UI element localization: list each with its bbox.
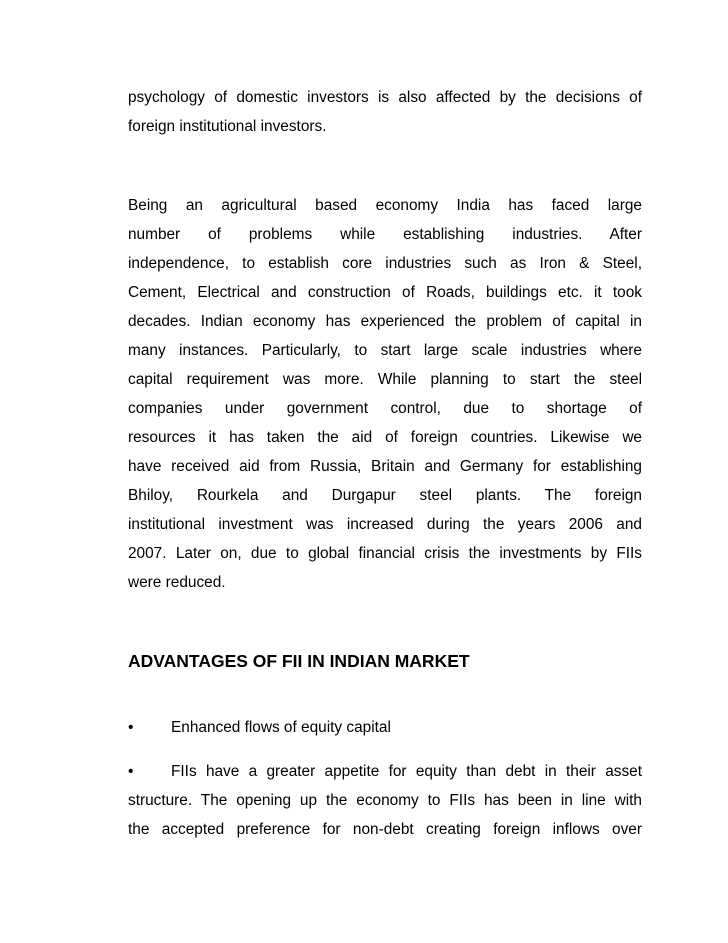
paragraph-line: Being an agricultural based economy India has faced large xyxy=(128,197,642,214)
bullet-marker: • xyxy=(128,763,134,780)
bullet-item xyxy=(128,762,642,782)
paragraph-line: institutional investment was increased during the years 2006 and xyxy=(128,516,642,533)
paragraph-line: companies under government control, due to shortage of xyxy=(128,400,642,417)
paragraph-line: have received aid from Russia, Britain and Germany for establishing xyxy=(128,458,642,475)
paragraph-line: foreign institutional investors. xyxy=(128,118,327,135)
bullet-item xyxy=(128,718,642,738)
bullet-text: Enhanced flows of equity capital xyxy=(171,719,391,736)
paragraph-main xyxy=(128,196,642,602)
bullet-text: FIIs have a greater appetite for equity than debt in their asset xyxy=(171,763,642,780)
paragraph-line: 2007. Later on, due to global financial crisis the investments by FIIs xyxy=(128,545,642,562)
paragraph-line: many instances. Particularly, to start large scale industries where xyxy=(128,342,642,359)
paragraph-line: number of problems while establishing industries. After xyxy=(128,226,642,243)
paragraph-line: structure. The opening up the economy to FIIs has been in line with xyxy=(128,792,642,809)
paragraph-line: Bhiloy, Rourkela and Durgapur steel plants. The foreign xyxy=(128,487,642,504)
paragraph-line: resources it has taken the aid of foreign countries. Likewise we xyxy=(128,429,642,446)
paragraph-line: the accepted preference for non-debt creating foreign inflows over xyxy=(128,821,642,838)
paragraph-line: capital requirement was more. While planning to start the steel xyxy=(128,371,642,388)
paragraph-intro xyxy=(128,88,642,146)
paragraph-line: were reduced. xyxy=(128,574,226,591)
paragraph-line: independence, to establish core industries such as Iron & Steel, xyxy=(128,255,642,272)
paragraph-line: psychology of domestic investors is also affected by the decisions of xyxy=(128,89,642,106)
paragraph-after-bullets xyxy=(128,791,642,849)
bullet-marker: • xyxy=(128,719,134,736)
paragraph-line: Cement, Electrical and construction of Roads, buildings etc. it took xyxy=(128,284,642,301)
section-heading: ADVANTAGES OF FII IN INDIAN MARKET xyxy=(128,651,470,671)
paragraph-line: decades. Indian economy has experienced the problem of capital in xyxy=(128,313,642,330)
